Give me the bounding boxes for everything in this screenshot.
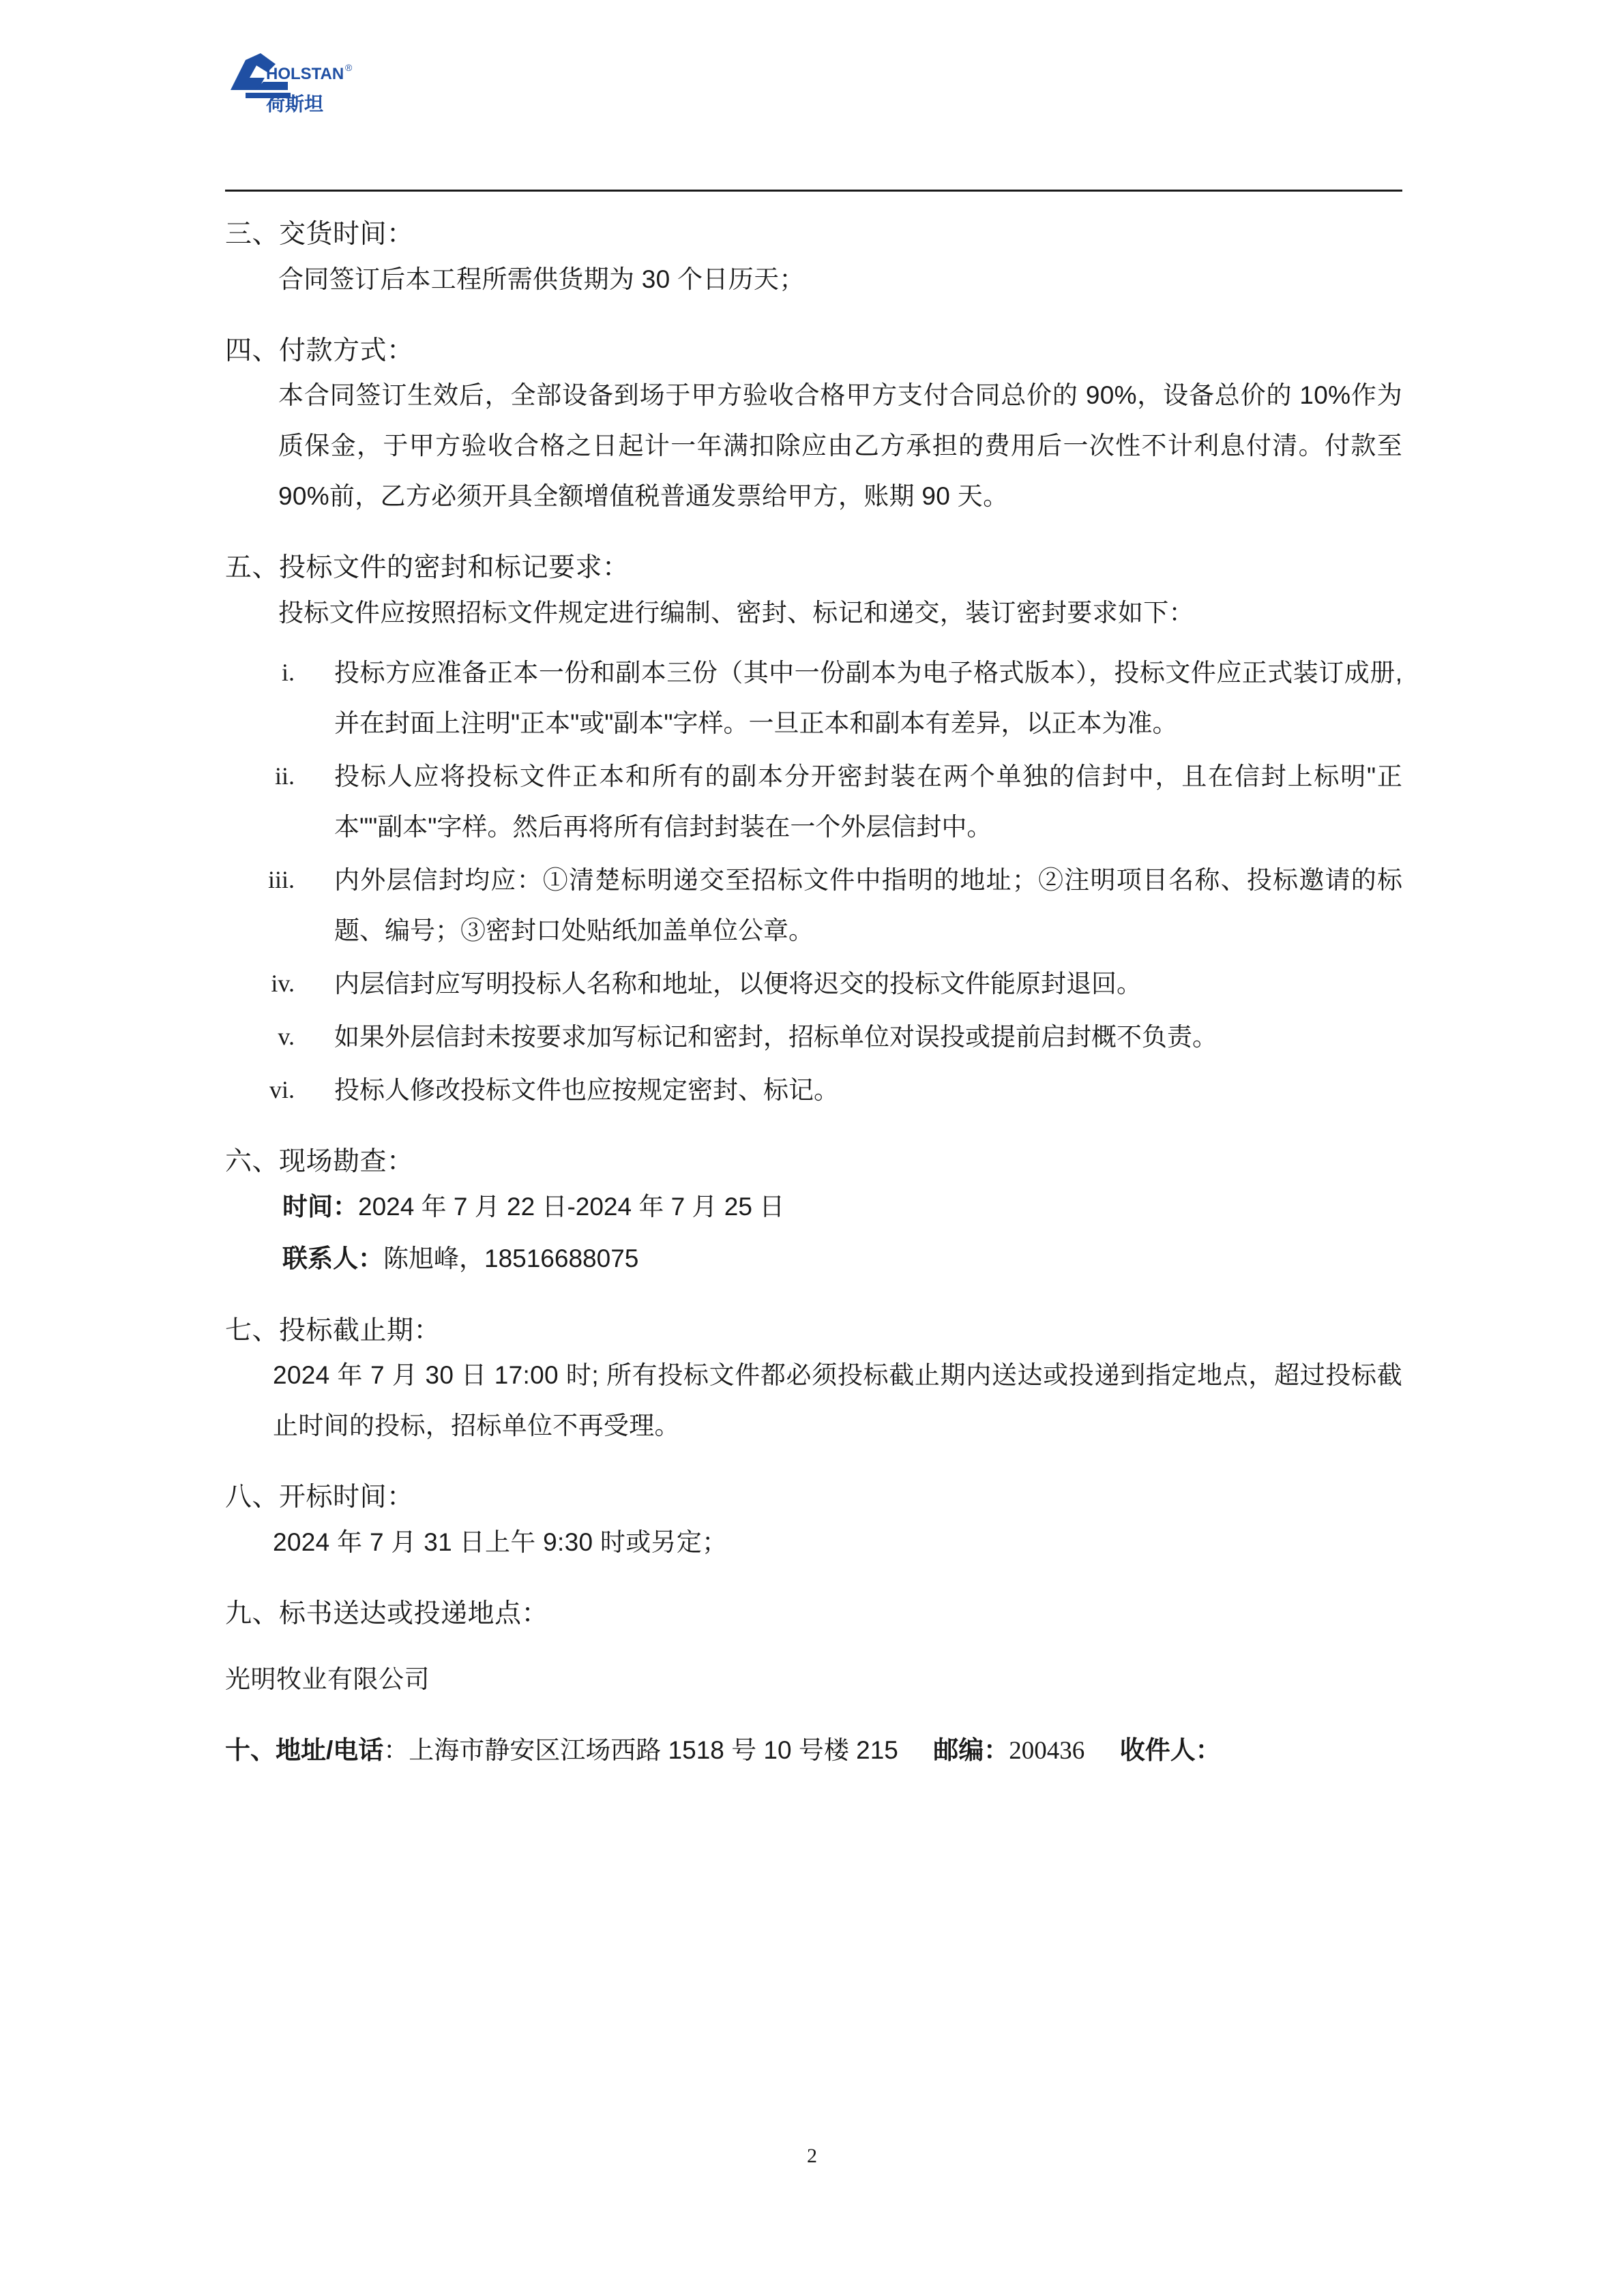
site-survey-time-line bbox=[225, 1181, 1402, 1233]
section-heading-payment-method: 四、付款方式： bbox=[225, 336, 414, 366]
paragraph-bid-deadline: 2024 年 7 月 30 日 17:00 时; 所有投标文件都必须投标截止期内送达或投递到指定地点，超过投标截止时间的投标，招标单位不再受理。 bbox=[273, 1361, 1402, 1440]
address-label: 十、地址/电话 bbox=[225, 1735, 384, 1764]
list-item bbox=[225, 959, 1402, 1009]
list-item bbox=[225, 1012, 1402, 1062]
list-item bbox=[225, 855, 1402, 956]
list-item-text: 内外层信封均应：①清楚标明递交至招标文件中指明的地址；②注明项目名称、投标邀请的标题、编号；③密封口处贴纸加盖单位公章。 bbox=[334, 865, 1402, 944]
list-marker: i. bbox=[281, 658, 295, 686]
document-body bbox=[0, 215, 1624, 1776]
site-survey-contact-label: 联系人： bbox=[282, 1244, 383, 1273]
sealing-requirements-list bbox=[225, 648, 1402, 1116]
list-item bbox=[225, 1065, 1402, 1116]
page-number: 2 bbox=[807, 2145, 817, 2167]
header-divider bbox=[225, 190, 1402, 192]
list-marker: iv. bbox=[271, 969, 295, 997]
list-item bbox=[225, 751, 1402, 852]
site-survey-time-value: 2024 年 7 月 22 日-2024 年 7 月 25 日 bbox=[358, 1193, 785, 1221]
svg-text:HOLSTAN: HOLSTAN bbox=[266, 65, 344, 83]
paragraph-payment-method: 本合同签订生效后，全部设备到场于甲方验收合格甲方支付合同总价的 90%，设备总价的 10%作为质保金，于甲方验收合格之日起计一年满扣除应由乙方承担的费用后一次性不计利息付清。付款至 90%前，乙方必须开具全额增值税普通发票给甲方，账期 90 天。 bbox=[278, 381, 1402, 511]
section-heading-delivery-location: 九、标书送达或投递地点： bbox=[225, 1598, 549, 1628]
company-logo bbox=[225, 48, 402, 123]
paragraph-sealing-intro: 投标文件应按照招标文件规定进行编制、密封、标记和递交，装订密封要求如下： bbox=[278, 598, 1194, 627]
list-item-text: 投标人应将投标文件正本和所有的副本分开密封装在两个单独的信封中，且在信封上标明"正本""副本"字样。然后再将所有信封封装在一个外层信封中。 bbox=[334, 762, 1402, 841]
site-survey-time-label: 时间： bbox=[282, 1193, 358, 1221]
list-marker: ii. bbox=[274, 762, 295, 790]
svg-text:®: ® bbox=[345, 62, 353, 73]
section-heading-sealing-requirements: 五、投标文件的密封和标记要求： bbox=[225, 553, 630, 583]
section-heading-site-survey: 六、现场勘查： bbox=[225, 1146, 414, 1176]
list-item-text: 内层信封应写明投标人名称和地址，以便将迟交的投标文件能原封退回。 bbox=[334, 969, 1142, 998]
address-value: 上海市静安区江场西路 1518 号 10 号楼 215 bbox=[409, 1735, 898, 1764]
paragraph-bid-opening-time: 2024 年 7 月 31 日上午 9:30 时或另定； bbox=[273, 1527, 728, 1556]
company-name: 光明牧业有限公司 bbox=[225, 1665, 430, 1693]
list-item-text: 投标人修改投标文件也应按规定密封、标记。 bbox=[334, 1075, 839, 1104]
address-line bbox=[225, 1725, 1402, 1776]
address-separator: ： bbox=[383, 1735, 409, 1764]
page-header bbox=[0, 0, 1624, 157]
section-heading-bid-opening-time: 八、开标时间： bbox=[225, 1482, 414, 1512]
list-item-text: 如果外层信封未按要求加写标记和密封，招标单位对误投或提前启封概不负责。 bbox=[334, 1022, 1217, 1051]
svg-text:荷斯坦: 荷斯坦 bbox=[266, 93, 324, 115]
list-marker: vi. bbox=[269, 1075, 295, 1103]
section-heading-bid-deadline: 七、投标截止期： bbox=[225, 1315, 441, 1345]
site-survey-contact-value: 陈旭峰，18516688075 bbox=[383, 1244, 639, 1273]
paragraph-delivery-time: 合同签订后本工程所需供货期为 30 个日历天； bbox=[278, 265, 805, 293]
list-marker: iii. bbox=[267, 865, 295, 893]
postcode-label: 邮编： bbox=[933, 1735, 1009, 1764]
site-survey-contact-line bbox=[225, 1233, 1402, 1285]
list-item-text: 投标方应准备正本一份和副本三份（其中一份副本为电子格式版本），投标文件应正式装订成册,并在封面上注明"正本"或"副本"字样。一旦正本和副本有差异，以正本为准。 bbox=[334, 658, 1402, 737]
section-heading-delivery-time: 三、交货时间： bbox=[225, 220, 414, 249]
postcode-value: 200436 bbox=[1009, 1736, 1085, 1765]
list-item bbox=[225, 648, 1402, 749]
list-marker: v. bbox=[278, 1022, 295, 1050]
recipient-label: 收件人： bbox=[1119, 1735, 1221, 1764]
